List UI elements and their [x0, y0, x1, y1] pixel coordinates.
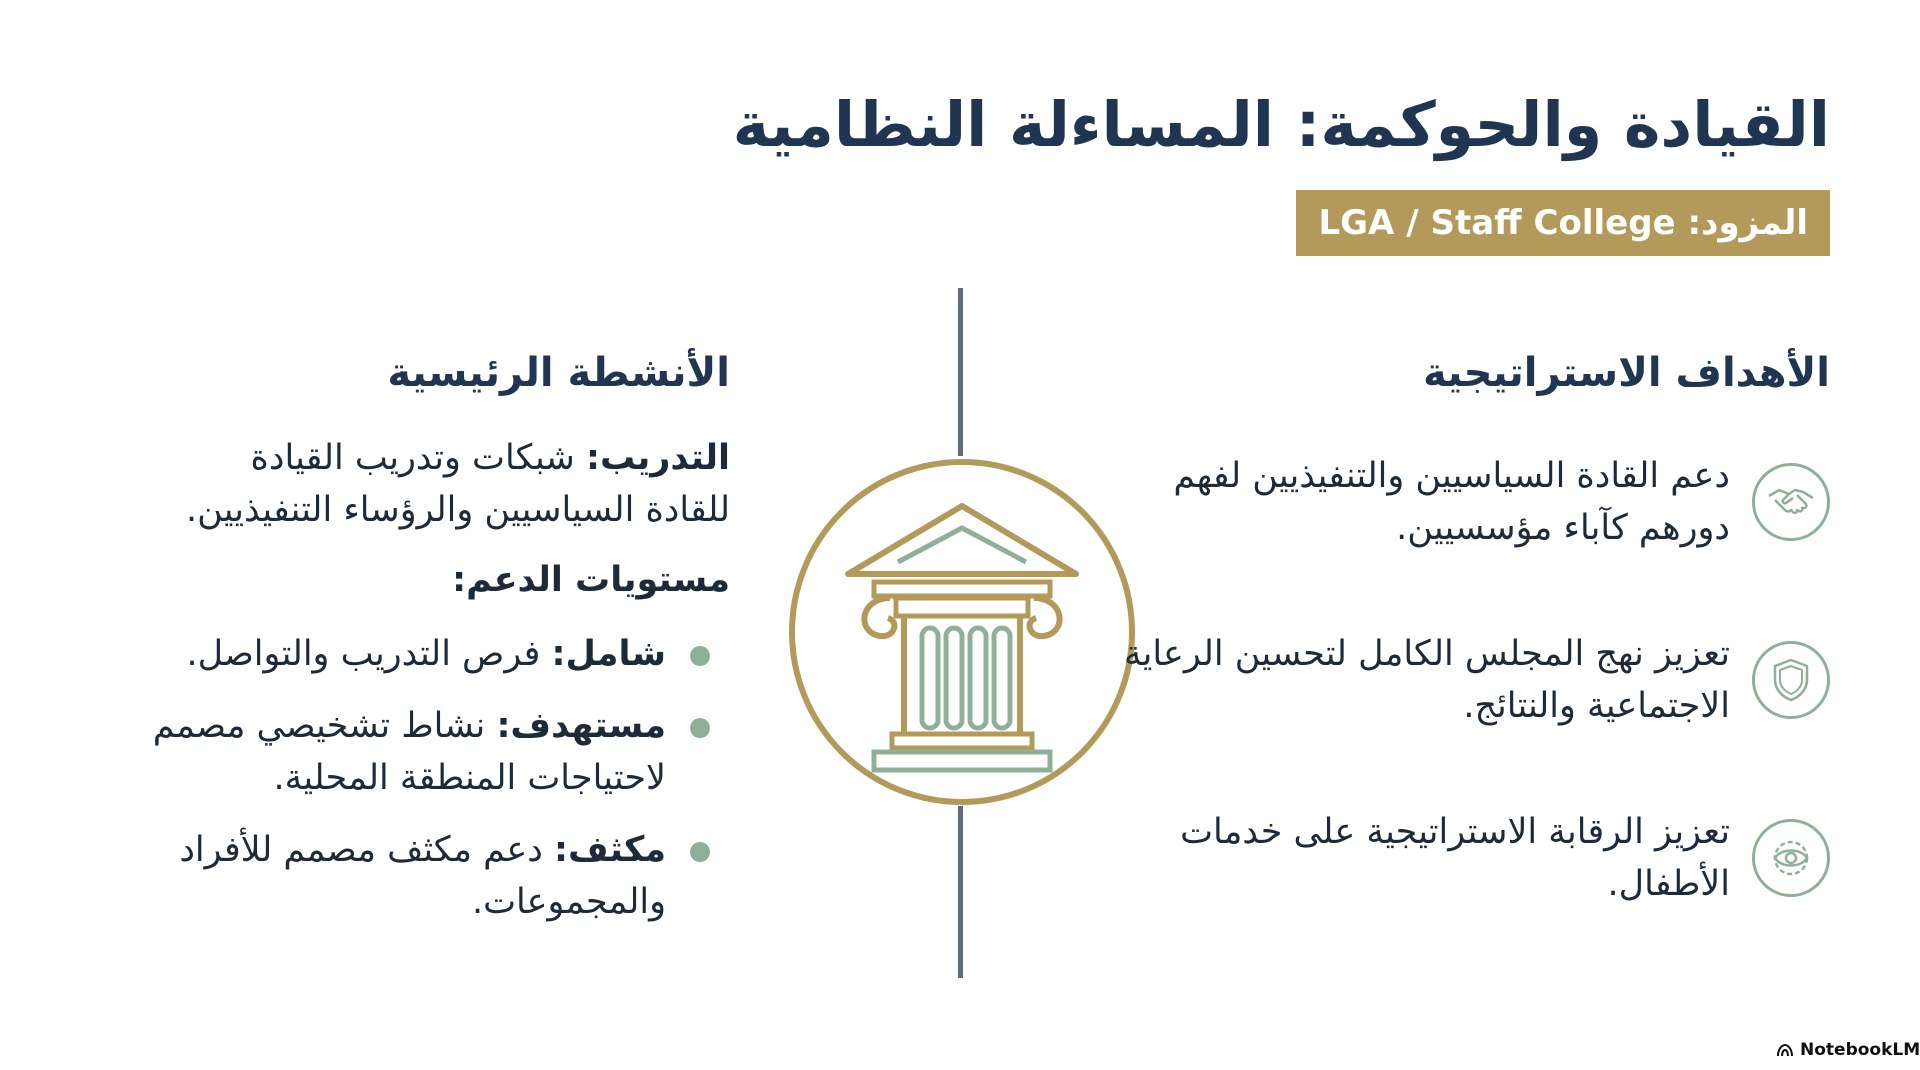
goal-item: [1110, 628, 1830, 732]
bullet-dot-icon: [690, 646, 710, 666]
training-paragraph: [160, 432, 730, 536]
handshake-icon: [1752, 463, 1830, 541]
eye-gear-icon: [1752, 819, 1830, 897]
bullet-dot-icon: [690, 842, 710, 862]
goal-text: تعزيز الرقابة الاستراتيجية على خدمات الأطفال.: [1180, 812, 1730, 904]
training-label: التدريب:: [586, 438, 730, 478]
level-label: مكثف:: [554, 830, 666, 870]
notebooklm-icon: [1776, 1043, 1794, 1057]
brand-watermark: [1776, 1040, 1920, 1060]
brand-label: NotebookLM: [1800, 1040, 1920, 1060]
level-text: دعم مكثف مصمم للأفراد والمجموعات.: [179, 830, 666, 922]
bullet-dot-icon: [690, 718, 710, 738]
level-text: فرص التدريب والتواصل.: [186, 634, 552, 674]
level-label: شامل:: [551, 634, 666, 674]
page-title: القيادة والحوكمة: المساءلة النظامية: [732, 88, 1830, 161]
level-text: نشاط تشخيصي مصمم لاحتياجات المنطقة المحلية.: [152, 706, 666, 798]
list-item: [150, 700, 710, 804]
goal-text: دعم القادة السياسيين والتنفيذيين لفهم دورهم كآباء مؤسسيين.: [1173, 456, 1730, 548]
support-levels-heading: مستويات الدعم:: [452, 560, 730, 600]
divider-top: [958, 288, 963, 456]
support-levels-list: [150, 628, 710, 948]
list-item: [150, 824, 710, 928]
goal-text: تعزيز نهج المجلس الكامل لتحسين الرعاية الاجتماعية والنتائج.: [1123, 634, 1730, 726]
divider-bottom: [958, 806, 963, 978]
level-label: مستهدف:: [496, 706, 666, 746]
training-text: شبكات وتدريب القيادة للقادة السياسيين والرؤساء التنفيذيين.: [185, 438, 730, 530]
goal-item: [1110, 806, 1830, 910]
provider-badge: المزود: LGA / Staff College: [1296, 190, 1830, 256]
shield-icon: [1752, 641, 1830, 719]
list-item: [150, 628, 710, 680]
goal-item: [1110, 450, 1830, 554]
pillar-icon: [786, 456, 1138, 808]
goals-heading: الأهداف الاستراتيجية: [1423, 350, 1830, 396]
activities-heading: الأنشطة الرئيسية: [387, 350, 730, 396]
pillar-emblem: [786, 456, 1138, 808]
